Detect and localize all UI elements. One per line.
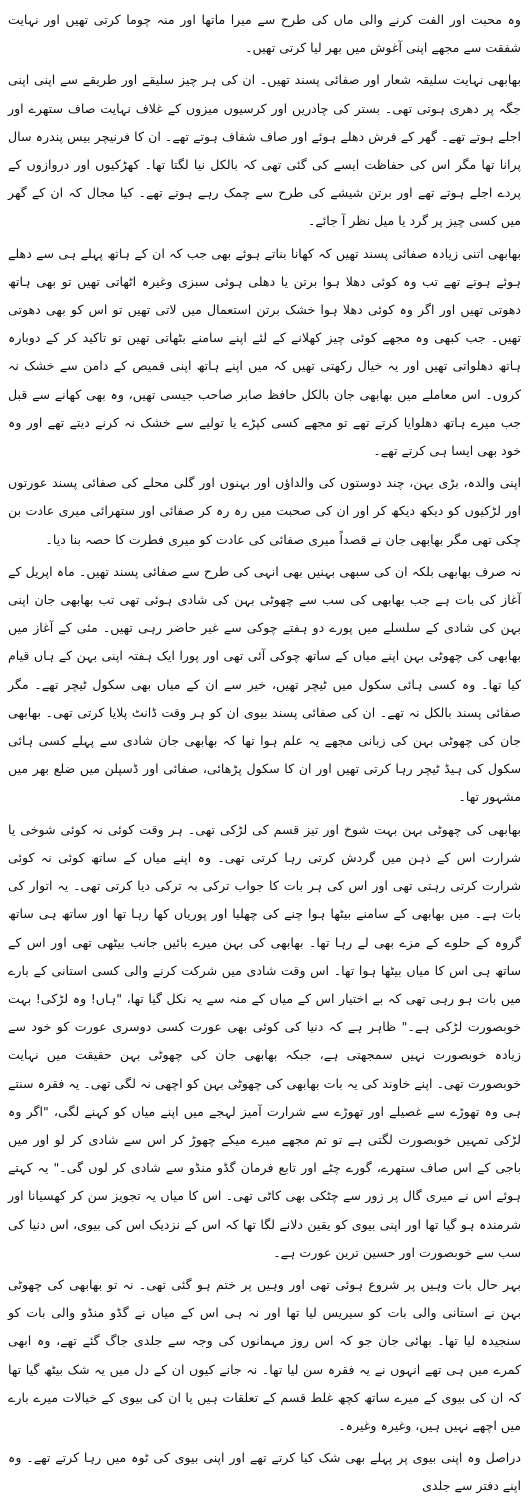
paragraph-1: وہ محبت اور الفت کرنے والی ماں کی طرح سے میرا ماتھا اور منہ چوما کرتی تھیں اور نہایت شفقت سے مجھے اپنی آغوش میں بھر لیا کرتی تھیں۔ <box>8 12 521 56</box>
paragraph-4: اپنی والدہ، بڑی بہن، چند دوستوں کی والداؤں اور بہنوں اور گلی محلے کی صفائی پسند عورتوں اور لڑکیوں کو دیکھ دیکھ کر اور ان کی صحبت میں رہ رہ کر صفائی اور ستھرائی میری عادت بن چکی تھی مگر بھابھی جان نے قصداً میری صفائی کی عادت کو میری فطرت کا حصہ بنا دیا۔ <box>8 475 521 547</box>
paragraph-5: نہ صرف بھابھی بلکہ ان کی سبھی بہنیں بھی انہی کی طرح سے صفائی پسند تھیں۔ ماہ اپریل کے آغاز کی بات ہے جب بھابھی کی سب سے چھوٹی بہن کی شادی ہوئی تھی تب بھابھی جان اپنی بہن کی شادی کے سلسلے میں پورے دو ہفتے چوکی سے غیر حاضر رہی تھیں۔ مئی کے آغاز میں بھابھی کی چھوٹی بہن اپنے میاں کے ساتھ چوکی آئی تھی اور پورا ایک ہفتہ اپنی بہن کے ہاں قیام کیا تھا۔ وہ کسی ہائی سکول میں ٹیچر تھیں، خیر سے ان کے میاں بھی سکول ٹیچر تھے۔ مگر صفائی پسند بالکل نہ تھے۔ ان کی صفائی پسند بیوی ان کو ہر وقت ڈانٹ پلایا کرتی تھی۔ بھابھی جان کی چھوٹی بہن کی زبانی مجھے یہ علم ہوا تھا کہ بھابھی جان شادی سے پہلے کسی ہائی سکول کی ہیڈ ٹیچر رہا کرتی تھیں اور ان کا سکول پڑھائی، صفائی اور ڈسپلن میں ضلع بھر میں مشہور تھا۔ <box>8 563 521 805</box>
paragraph-3: بھابھی اتنی زیادہ صفائی پسند تھیں کہ کھانا بناتے ہوئے بھی جب کہ ان کے ہاتھ پہلے ہی سے دھلے ہوئے ہوتے تھے تب وہ کوئی دھلا ہوا برتن یا دھلی ہوئی سبزی وغیرہ اٹھاتی تھیں تو بھی ہاتھ دھوتی تھیں اور اگر وہ کوئی دھلا ہوا خشک برتن استعمال میں لاتی تھیں تو اس کو بھی دھوتی تھیں۔ جب کبھی وہ مجھے کوئی چیز کھلانے کے لئے اپنے سامنے بٹھاتی تھیں تو تاکید کر کے دوبارہ ہاتھ دھلواتی تھیں اور یہ خیال رکھتی تھیں کہ میں اپنے ہاتھ اپنی قمیص کے دامن سے خشک نہ کروں۔ اس معاملے میں بھابھی جان بالکل حافظ صابر صاحب جیسی تھیں، وہ بھی کھانے سے قبل جب میرے ہاتھ دھلوایا کرتے تھے تو مجھے کسی کپڑے یا تولیے سے خشک نہ کرنے دیتے تھے اور وہ خود بھی ایسا ہی کرتے تھے۔ <box>8 245 521 459</box>
paragraph-7: بہر حال بات وہیں پر شروع ہوئی تھی اور وہیں پر ختم ہو گئی تھی۔ نہ تو بھابھی کی چھوٹی بہن نے استانی والی بات کو سیریس لیا تھا اور نہ ہی اس کے میاں نے گڈو منڈو والی بات کو سنجیدہ لیا تھا۔ بھائی جان جو کہ اس روز مہمانوں کی وجہ سے جلدی جاگ گئے تھے، وہ ابھی کمرے میں ہی تھے انہوں نے یہ فقرہ سن لیا تھا۔ نہ جانے کیوں ان کے دل میں یہ شک بیٹھ گیا تھا کہ ان کی بیوی کے میرے ساتھ کچھ غلط قسم کے تعلقات ہیں یا ان کی بیوی کے خیالات میرے بارے میں اچھے نہیں ہیں، وغیرہ وغیرہ۔ <box>8 1276 521 1433</box>
paragraph-8: دراصل وہ اپنی بیوی پر پہلے بھی شک کیا کرتے تھے اور اپنی بیوی کی ٹوہ میں رہا کرتے تھے۔ وہ اپنے دفتر سے جلدی <box>8 1450 521 1494</box>
paragraph-6: بھابھی کی چھوٹی بہن بہت شوخ اور تیز قسم کی لڑکی تھی۔ ہر وقت کوئی نہ کوئی شوخی یا شرارت اس کے ذہن میں گردش کرتی رہا کرتی تھی۔ وہ اپنے میاں کے ساتھ کوئی نہ کوئی شرارت کرتی رہتی تھی اور اس کی ہر بات کا جواب ترکی بہ ترکی دیا کرتی تھی۔ یہ اتوار کی بات ہے۔ میں بھابھی کے سامنے بیٹھا ہوا چنے کی چھلیا اور پوریاں کھا رہا تھا اور ساتھ ہی ساتھ گروہ کے حلوے کے مزے بھی لے رہا تھا۔ بھابھی کی بہن میرے بائیں جانب بیٹھی تھی اور اس کے ساتھ ہی اس کا میاں بیٹھا ہوا تھا۔ اس وقت شادی میں شرکت کرنے والی کسی استانی کے بارے میں بات ہو رہی تھی کہ بے اختیار اس کے میاں کے منہ سے یہ نکل گیا تھا، "ہاں! وہ لڑکی! بہت خوبصورت لڑکی ہے۔" ظاہر ہے کہ دنیا کی کوئی بھی عورت کسی دوسری عورت کو خود سے زیادہ خوبصورت نہیں سمجھتی ہے، جبکہ بھابھی جان کی چھوٹی بہن حقیقت میں نہایت خوبصورت تھی۔ اپنے خاوند کی یہ بات بھابھی کی چھوٹی بہن کو اچھی نہ لگی تھی۔ یہ فقرہ سنتے ہی وہ تھوڑے سے غصیلے اور تھوڑے سے شرارت آمیز لہجے میں اپنے میاں کو کہنے لگی، "اگر وہ لڑکی تمہیں خوبصورت لگتی ہے تو تم مجھے میرے میکے چھوڑ کر اس سے شادی کر لو اور میں باجی کے اس صاف ستھرے، گورے چٹے اور تابع فرمان گڈو منڈو سے شادی کر لوں گی۔" یہ کہتے ہوئے اس نے میری گال پر زور سے چٹکی بھی کاٹی تھی۔ اس کا میاں یہ تجویز سن کر کھسیانا اور شرمندہ ہو گیا تھا اور اپنی بیوی کو یقین دلانے لگا تھا کہ اس کے نزدیک اس کی بیوی، اس دنیا کی سب سے خوبصورت اور حسین ترین عورت ہے۔ <box>8 821 521 1260</box>
paragraph-2: بھابھی نہایت سلیقہ شعار اور صفائی پسند تھیں۔ ان کی ہر چیز سلیقے اور طریقے سے اپنی اپنی جگہ پر دھری ہوتی تھی۔ بستر کی چادریں اور کرسیوں میزوں کے غلاف نہایت صاف ستھرے اور اجلے ہوتے تھے۔ گھر کے فرش دھلے ہوئے اور صاف شفاف ہوتے تھے۔ ان کا فرنیچر بیس پندرہ سال پرانا تھا مگر اس کی حفاظت ایسے کی گئی تھی کہ بالکل نیا لگتا تھا۔ کھڑکیوں اور دروازوں کے پردے اجلے ہوتے تھے اور برتن شیشے کی طرح سے چمک رہے ہوتے تھے۔ کیا مجال کہ ان کے گھر میں کسی چیز پر گرد یا میل نظر آ جائے۔ <box>8 72 521 229</box>
